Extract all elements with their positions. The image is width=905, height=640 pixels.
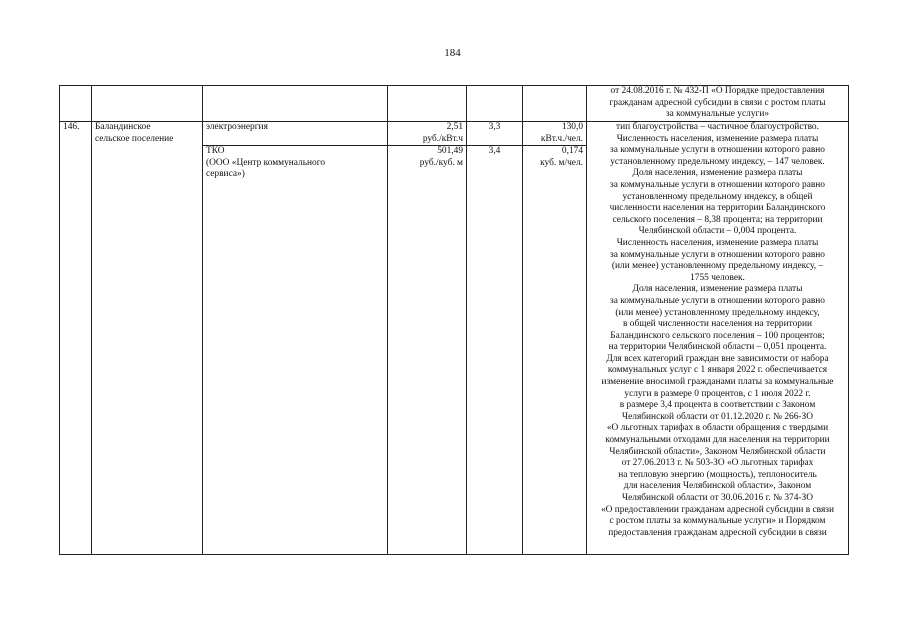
- text-line: с ростом платы за коммунальные услуги» и Порядком: [609, 516, 826, 527]
- table-cell: [388, 86, 467, 122]
- settlement-cell: [92, 122, 203, 555]
- text-line: Челябинской области от 30.06.2016 г. № 374-ЗО: [622, 493, 813, 503]
- table-cell: [523, 86, 587, 122]
- norm-cell: [523, 146, 587, 555]
- table-row: [60, 122, 849, 146]
- text-line: сельского поселения – 8,38 процента; на территории: [612, 214, 823, 225]
- description-cell: [587, 122, 849, 555]
- service-cell: [203, 122, 388, 146]
- tariff-cell: [388, 146, 467, 555]
- text-line: за коммунальные услуги»: [665, 109, 770, 120]
- text-line: Численность населения, изменение размера платы: [616, 237, 819, 248]
- text-line: Челябинской области от 01.12.2020 г. № 266-ЗО: [622, 411, 813, 422]
- text-line: за коммунальные услуги в отношении которого равно: [609, 249, 825, 260]
- text-line: предоставления гражданам адресной субсидии в связи: [608, 527, 827, 538]
- service-name-line: (ООО «Центр коммунального: [206, 157, 326, 168]
- row-number: 146.: [63, 122, 80, 132]
- service-cell: [203, 146, 388, 555]
- tariff-value: 2,51: [446, 122, 463, 132]
- tariff-cell: [388, 122, 467, 146]
- service-name-line: ТКО: [206, 146, 225, 157]
- norm-value: 130,0: [561, 122, 583, 132]
- subsidy-table: [59, 85, 849, 555]
- index-value: 3,3: [488, 122, 501, 132]
- text-line: для населения Челябинской области», Законом: [623, 481, 812, 492]
- table-cell: [467, 86, 523, 122]
- continued-text-cell: [587, 86, 849, 122]
- norm-unit: куб. м/чел.: [540, 157, 583, 168]
- text-line: на тепловую энергию (мощность), теплоноситель: [618, 469, 817, 480]
- tariff-unit: руб./куб. м: [419, 157, 463, 168]
- norm-unit: кВт.ч./чел.: [540, 133, 583, 144]
- text-line: от 24.08.2016 г. № 432-П «О Порядке предоставления: [610, 86, 825, 96]
- text-line: за коммунальные услуги в отношении которого равно: [609, 179, 825, 190]
- text-line: от 27.06.2013 г. № 503-ЗО «О льготных тарифах: [621, 458, 814, 469]
- text-line: установленному предельному индексу, – 147 человек.: [610, 156, 825, 167]
- text-line: за коммунальные услуги в отношении которого равно: [609, 145, 825, 156]
- text-line: «О льготных тарифах в области обращения с твердыми: [606, 423, 829, 434]
- page-number: 184: [444, 47, 461, 59]
- row-number-cell: [60, 122, 92, 555]
- text-line: Баландинского сельского поселения – 100 процентов;: [610, 330, 825, 341]
- text-line: в размере 3,4 процента в соответствии с Законом: [619, 400, 816, 411]
- index-cell: [467, 122, 523, 146]
- text-line: установленному предельному индексу, в общей: [622, 191, 813, 202]
- index-value: 3,4: [488, 146, 501, 157]
- settlement-name-line: сельское поселение: [95, 133, 174, 144]
- table-cell: [60, 86, 92, 122]
- text-line: 1755 человек.: [690, 272, 745, 283]
- table-cell: [92, 86, 203, 122]
- table-row: [60, 86, 849, 122]
- text-line: коммунальными отходами для населения на территории: [605, 435, 830, 446]
- settlement-name-line: Баландинское: [95, 122, 151, 132]
- text-line: (или менее) установленному предельному индексу,: [615, 307, 820, 318]
- text-line: Для всех категорий граждан вне зависимости от набора: [606, 353, 829, 364]
- norm-value: 0,174: [561, 146, 583, 157]
- text-line: Челябинской области – 0,004 процента.: [638, 226, 797, 237]
- text-line: «О предоставлении гражданам адресной субсидии в связи: [600, 504, 835, 515]
- text-line: Челябинской области», Законом Челябинской области: [609, 446, 826, 457]
- text-line: численности населения на территории Баландинского: [609, 203, 826, 214]
- table-cell: [203, 86, 388, 122]
- service-name: электроэнергия: [206, 122, 268, 132]
- text-line: коммунальных услуг с 1 января 2022 г. обеспечивается: [607, 365, 828, 376]
- text-line: Численность населения, изменение размера платы: [616, 133, 819, 144]
- text-line: за коммунальные услуги в отношении которого равно: [609, 295, 825, 306]
- text-line: тип благоустройства – частичное благоустройство.: [616, 122, 819, 132]
- norm-cell: [523, 122, 587, 146]
- text-line: Доля населения, изменение размера платы: [632, 284, 803, 295]
- text-line: изменение вносимой гражданами платы за коммунальные: [601, 377, 834, 388]
- index-cell: [467, 146, 523, 555]
- tariff-unit: руб./кВт.ч: [422, 133, 463, 144]
- service-name-line: сервиса»): [206, 169, 245, 180]
- text-line: на территории Челябинской области – 0,051 процента.: [608, 342, 827, 353]
- text-line: услуги в размере 0 процентов, с 1 июля 2022 г.: [624, 388, 811, 399]
- text-line: в общей численности населения на территории: [623, 319, 812, 330]
- text-line: гражданам адресной субсидии в связи с ростом платы: [609, 97, 826, 108]
- text-line: Доля населения, изменение размера платы: [632, 168, 803, 179]
- tariff-value: 501,49: [437, 146, 463, 157]
- text-line: (или менее) установленному предельному индексу, –: [611, 261, 824, 272]
